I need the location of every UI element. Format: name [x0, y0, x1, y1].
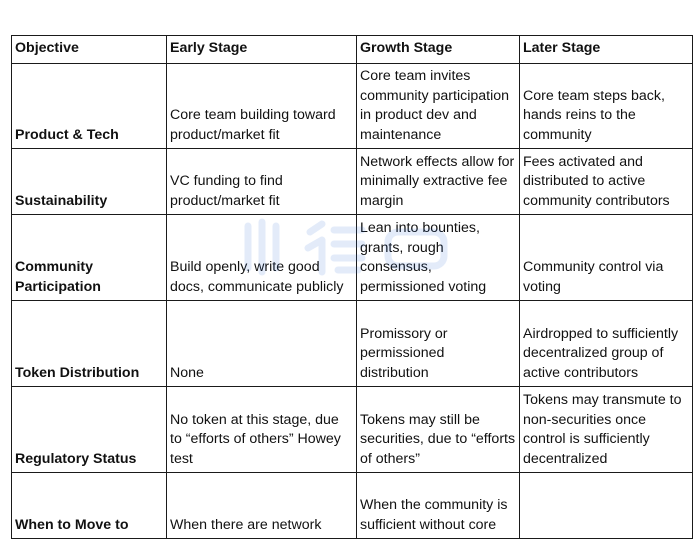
- header-growth-stage: Growth Stage: [357, 36, 520, 64]
- later-stage-cell: Tokens may transmute to non-securities once control is sufficiently decentralized: [520, 387, 693, 473]
- table-row: [12, 301, 693, 387]
- objective-cell: Regulatory Status: [12, 387, 167, 473]
- header-objective: Objective: [12, 36, 167, 64]
- table-row: [12, 473, 693, 539]
- early-stage-cell: VC funding to find product/market fit: [167, 149, 357, 215]
- objective-cell: Community Participation: [12, 215, 167, 301]
- header-later-stage: Later Stage: [520, 36, 693, 64]
- header-early-stage: Early Stage: [167, 36, 357, 64]
- growth-stage-cell: Promissory or permissioned distribution: [357, 301, 520, 387]
- growth-stage-cell: Core team invites community participation in product dev and maintenance: [357, 64, 520, 149]
- growth-stage-cell: Lean into bounties, grants, rough consensus, permissioned voting: [357, 215, 520, 301]
- growth-stage-cell: When the community is sufficient without core: [357, 473, 520, 539]
- later-stage-cell: [520, 473, 693, 539]
- table-row: [12, 387, 693, 473]
- early-stage-cell: Build openly, write good docs, communicate publicly: [167, 215, 357, 301]
- objective-cell: Token Distribution: [12, 301, 167, 387]
- table-row: [12, 215, 693, 301]
- later-stage-cell: Airdropped to sufficiently decentralized group of active contributors: [520, 301, 693, 387]
- table-row: [12, 64, 693, 149]
- later-stage-cell: Fees activated and distributed to active community contributors: [520, 149, 693, 215]
- early-stage-cell: None: [167, 301, 357, 387]
- decentralization-stages-table: [11, 35, 693, 539]
- objective-cell: Product & Tech: [12, 64, 167, 149]
- growth-stage-cell: Tokens may still be securities, due to “efforts of others”: [357, 387, 520, 473]
- table-row: [12, 149, 693, 215]
- growth-stage-cell: Network effects allow for minimally extractive fee margin: [357, 149, 520, 215]
- header-row: [12, 36, 693, 64]
- early-stage-cell: No token at this stage, due to “efforts of others” Howey test: [167, 387, 357, 473]
- objective-cell: Sustainability: [12, 149, 167, 215]
- early-stage-cell: Core team building toward product/market fit: [167, 64, 357, 149]
- objective-cell: When to Move to: [12, 473, 167, 539]
- later-stage-cell: Core team steps back, hands reins to the community: [520, 64, 693, 149]
- cropped-heading-remnant: [20, 0, 480, 2]
- later-stage-cell: Community control via voting: [520, 215, 693, 301]
- early-stage-cell: When there are network: [167, 473, 357, 539]
